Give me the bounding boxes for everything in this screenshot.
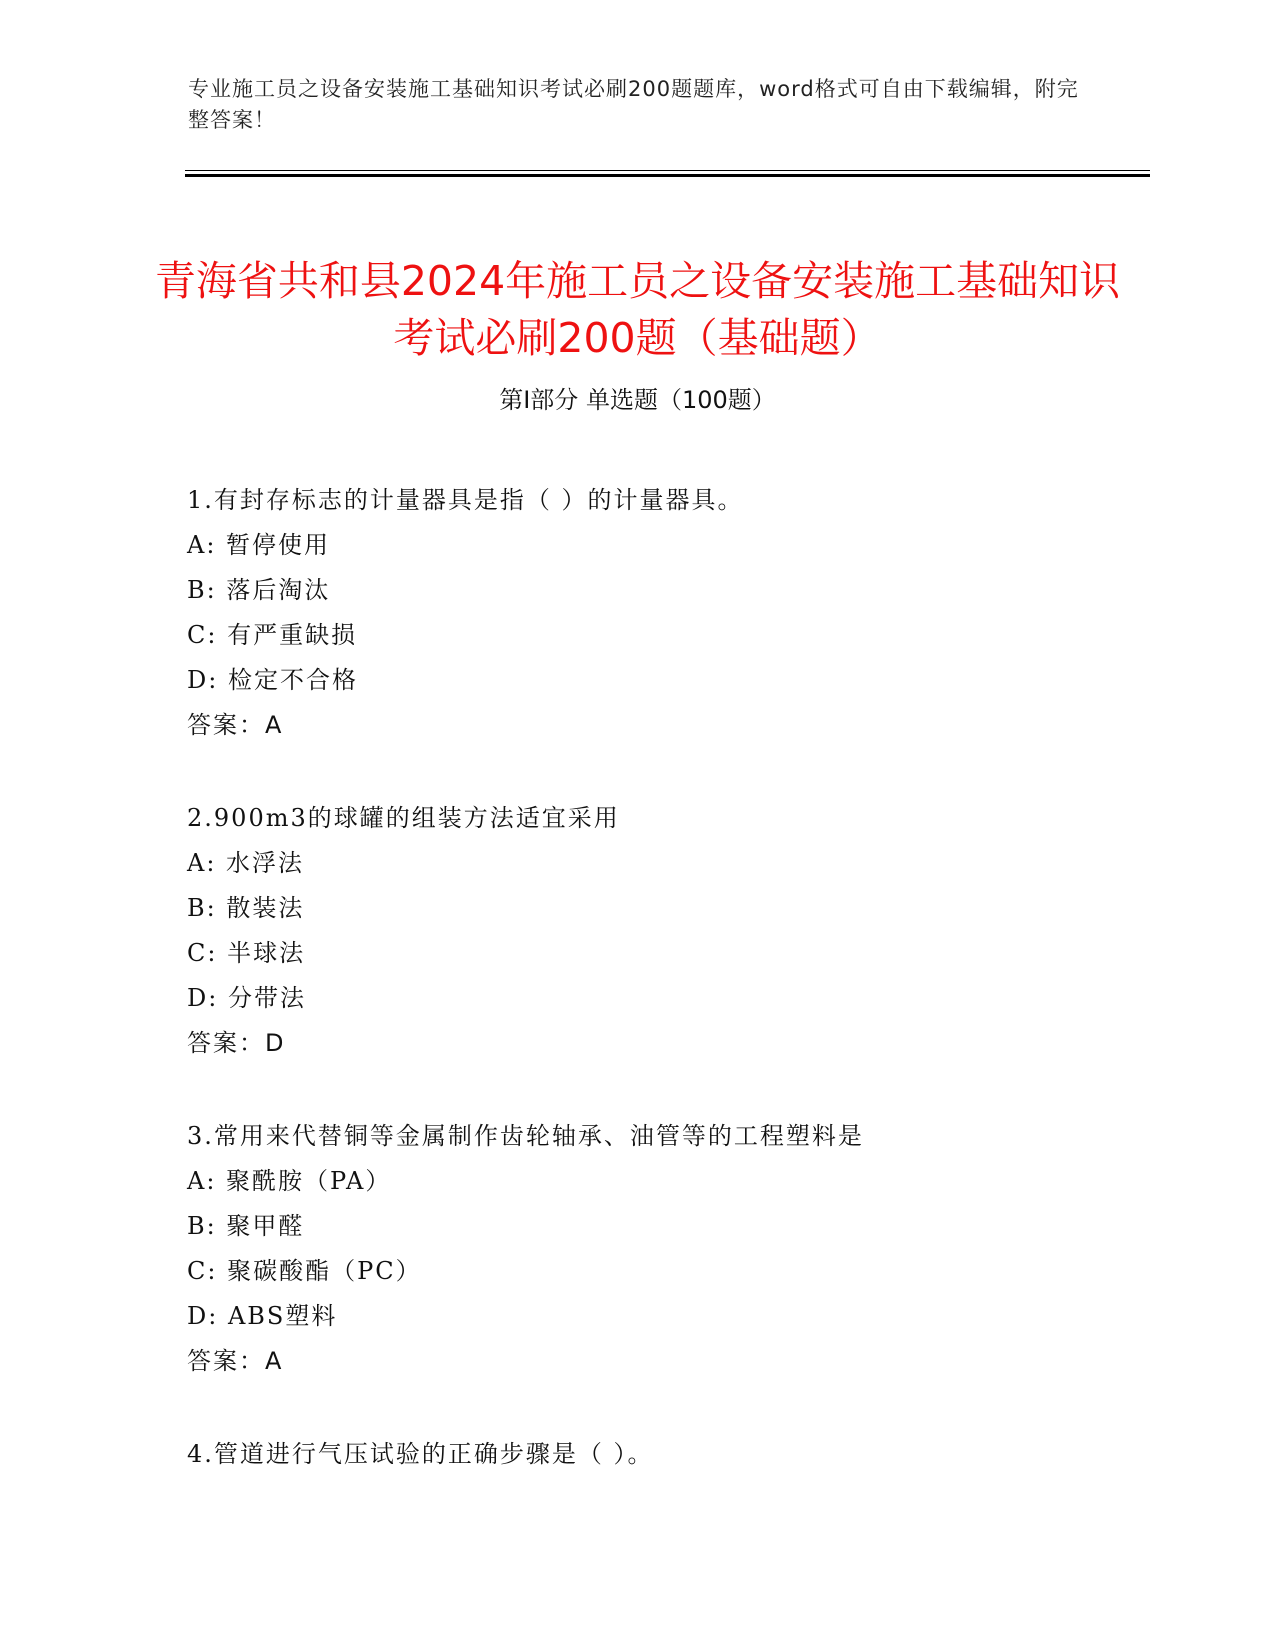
option-a: A: 暂停使用 — [187, 531, 331, 559]
section-heading: 第Ⅰ部分 单选题（100题） — [499, 386, 776, 414]
option-b: B: 聚甲醛 — [187, 1212, 305, 1240]
answer: 答案：D — [187, 1029, 286, 1057]
option-c: C: 有严重缺损 — [187, 621, 358, 649]
header-divider-thick — [185, 174, 1150, 177]
option-d: D: 检定不合格 — [187, 666, 358, 694]
option-b: B: 落后淘汰 — [187, 576, 331, 604]
option-d: D: 分带法 — [187, 984, 306, 1012]
question-stem: 3.常用来代替铜等金属制作齿轮轴承、油管等的工程塑料是 — [187, 1122, 864, 1150]
answer: 答案：A — [187, 711, 284, 739]
header-note: 专业施工员之设备安装施工基础知识考试必刷200题题库，word格式可自由下载编辑，附完整答案！ — [188, 77, 1079, 132]
option-d: D: ABS塑料 — [187, 1302, 338, 1330]
question-stem: 1.有封存标志的计量器具是指（ ）的计量器具。 — [187, 486, 744, 514]
question — [187, 1114, 1147, 1384]
question — [187, 796, 1147, 1066]
header-divider-thin — [185, 170, 1150, 171]
question-list — [187, 478, 1147, 1525]
document-title: 青海省共和县2024年施工员之设备安装施工基础知识考试必刷200题（基础题） — [154, 257, 1121, 363]
question — [187, 1432, 1147, 1477]
answer: 答案：A — [187, 1347, 284, 1375]
question — [187, 478, 1147, 748]
question-stem: 2.900m3的球罐的组装方法适宜采用 — [187, 804, 620, 832]
option-b: B: 散装法 — [187, 894, 305, 922]
question-stem: 4.管道进行气压试验的正确步骤是（ ）。 — [187, 1440, 654, 1468]
option-c: C: 聚碳酸酯（PC） — [187, 1257, 422, 1285]
option-c: C: 半球法 — [187, 939, 306, 967]
option-a: A: 水浮法 — [187, 849, 305, 877]
option-a: A: 聚酰胺（PA） — [187, 1167, 392, 1195]
